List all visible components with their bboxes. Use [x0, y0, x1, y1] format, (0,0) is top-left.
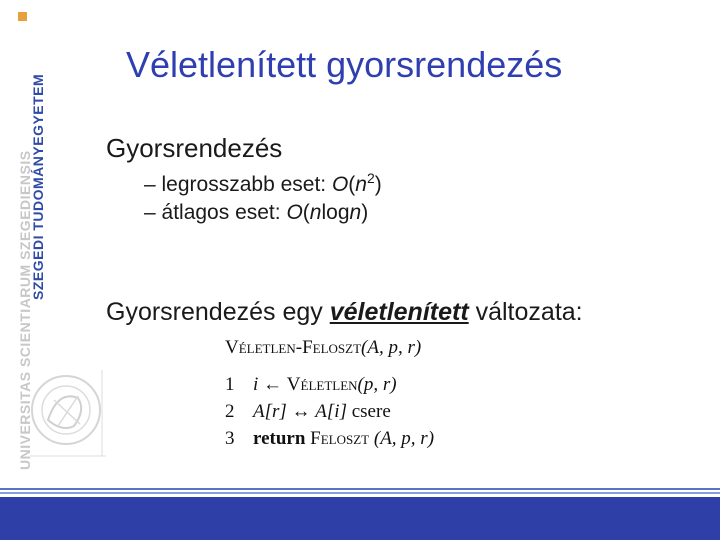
procedure-args: (A, p, r) — [361, 337, 422, 358]
worst-case-line — [144, 170, 382, 197]
paren-open: ( — [302, 201, 310, 224]
logo-square-icon — [18, 12, 27, 21]
procedure-name: Véletlen-Feloszt — [225, 337, 362, 358]
randomized-variant-line — [106, 298, 583, 327]
pseudocode-header — [225, 334, 434, 361]
return-keyword: return — [253, 428, 306, 449]
variant-prefix: Gyorsrendezés egy — [106, 298, 330, 326]
line-number: 3 — [225, 428, 235, 449]
sidebar — [0, 0, 52, 490]
footer-bar — [0, 497, 720, 540]
university-latin-name: UNIVERSITAS SCIENTIARUM SZEGEDIENSIS — [17, 150, 33, 470]
paren-close: ) — [361, 201, 369, 224]
pseudocode-line-3 — [225, 425, 434, 452]
variable: i — [253, 374, 259, 395]
complexity-section — [106, 133, 382, 229]
slide-title: Véletlenített gyorsrendezés — [126, 44, 563, 85]
worst-case-label: – legrosszabb eset: — [144, 173, 332, 196]
average-case-line — [144, 201, 382, 225]
function-call: Feloszt — [310, 428, 370, 449]
array-index: [i] — [326, 401, 347, 422]
function-call: Véletlen — [286, 374, 358, 395]
paren-open: ( — [348, 173, 356, 196]
average-case-label: – átlagos eset: — [144, 201, 287, 224]
exponent: 2 — [366, 170, 375, 186]
line-number: 2 — [225, 401, 235, 422]
variant-suffix: változata: — [468, 298, 583, 326]
footer-rule-top — [0, 488, 720, 490]
paren-close: ) — [374, 173, 382, 196]
variant-emphasis: véletlenített — [329, 298, 469, 326]
line-number: 1 — [225, 374, 235, 395]
var-n: n — [349, 201, 362, 224]
array-name: A — [315, 401, 327, 422]
footer-rule-bottom — [0, 492, 720, 494]
array-index: [r] — [264, 401, 287, 422]
big-o: O — [331, 173, 349, 196]
call-args: (A, p, r) — [369, 428, 435, 449]
pseudocode-line-1 — [225, 371, 434, 398]
call-args: (p, r) — [357, 374, 397, 395]
array-name: A — [253, 401, 265, 422]
pseudocode-line-2 — [225, 398, 434, 425]
big-o: O — [286, 201, 303, 224]
pseudocode-block — [225, 334, 434, 452]
var-n: n — [309, 201, 322, 224]
log-text: log — [321, 201, 350, 224]
university-hungarian-name: SZEGEDI TUDOMÁNYEGYETEM — [30, 73, 46, 300]
var-n: n — [355, 173, 367, 196]
swap-operator: ↔ — [286, 401, 316, 422]
assign-operator: ← — [258, 374, 287, 395]
quicksort-heading: Gyorsrendezés — [106, 133, 283, 163]
university-seal-icon — [28, 360, 108, 460]
swap-word: csere — [346, 401, 391, 422]
